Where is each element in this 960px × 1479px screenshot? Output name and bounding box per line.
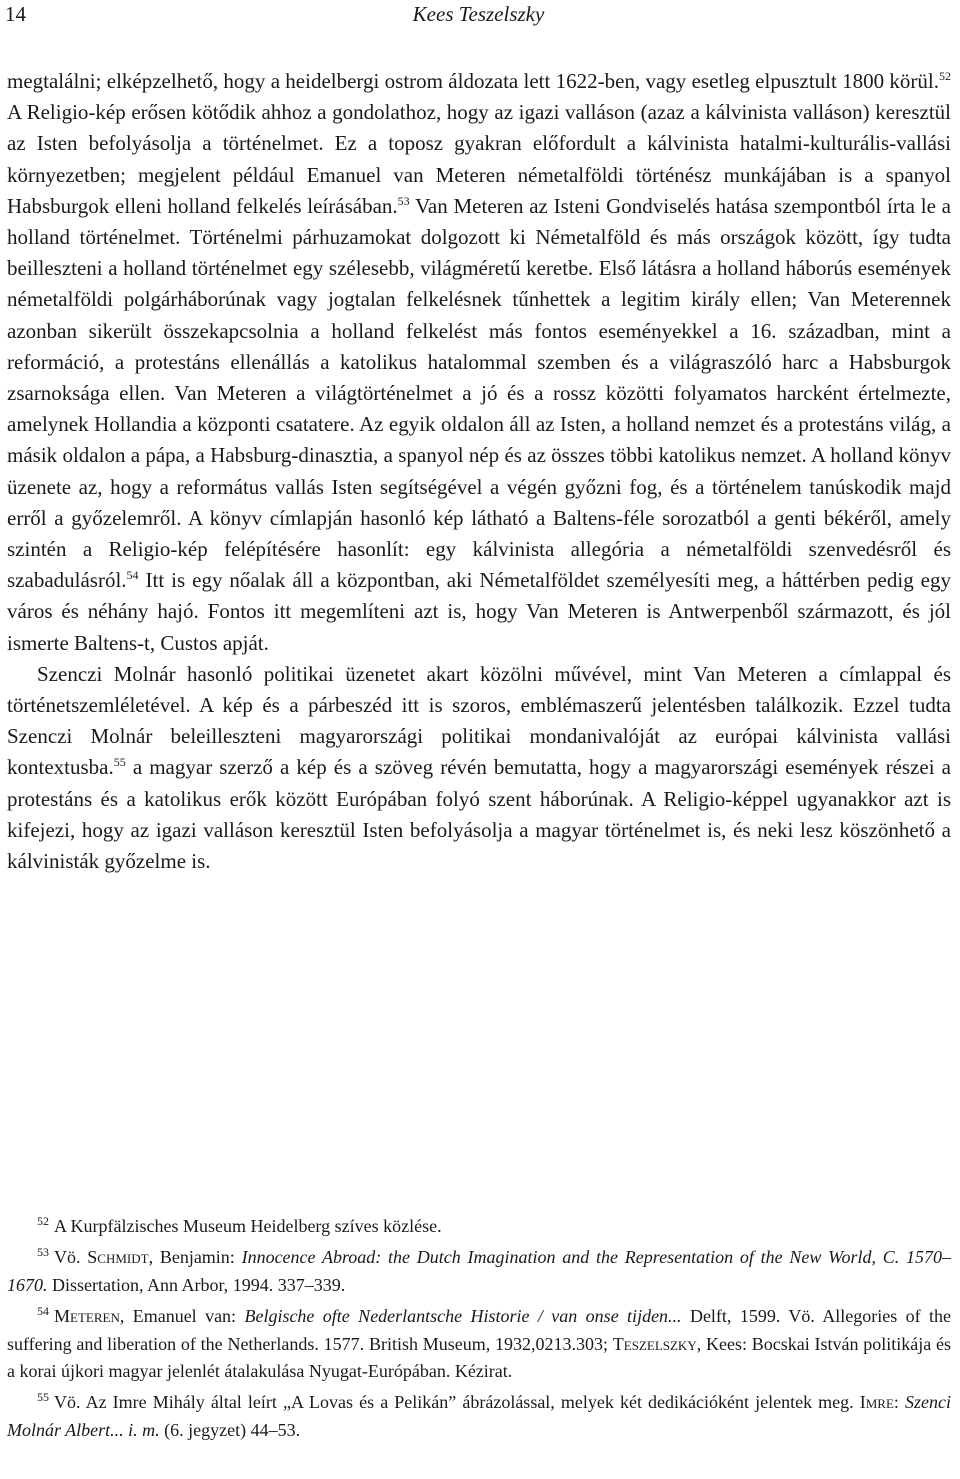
footnote-number: 53: [37, 1245, 49, 1260]
footnote-title: Szenci Molnár Albert... i. m.: [7, 1392, 951, 1440]
footnote-title: Innocence Abroad: the Dutch Imagination and the Representation of the New World, C. 1570–1670.: [7, 1247, 952, 1295]
page-number: 14: [5, 2, 26, 26]
footnote-text: , Benjamin:: [148, 1247, 242, 1268]
footnote-text: , Emanuel van:: [119, 1305, 245, 1326]
footnote-ref-55: 55: [113, 755, 126, 770]
footnote-ref-54: 54: [126, 568, 139, 583]
footnote-text: (6. jegyzet) 44–53.: [159, 1419, 301, 1440]
footnote-53: [7, 1244, 951, 1299]
footnote-author: Schmidt: [87, 1247, 149, 1268]
paragraph-2-part-a: Szenczi Molnár hasonló politikai üzenetet akart közölni művével, mint Van Meteren a címlappal és történetszemléletével. A kép és a párbeszéd itt is szoros, emblémaszerű jelentésben találkozik. Ezzel tudta Szenczi Molnár beleilleszteni magyarországi politikai mondanivalóját az európai kálvinista vallási kontextusba.: [7, 661, 951, 780]
paragraph-2: [7, 659, 951, 877]
footnote-prefix: Vö.: [54, 1247, 88, 1268]
footnotes: [7, 1213, 951, 1448]
footnote-author: Meteren: [54, 1305, 120, 1326]
footnote-text: Delft, 1599. Vö. Allegories of the suffering and liberation of the Netherlands. 1577. British Museum, 1932,0213.303;: [7, 1305, 951, 1354]
paragraph-2-part-b: a magyar szerző a kép és a szöveg révén bemutatta, hogy a magyarországi események részei a protestáns és a katolikus erők között Európában folyó szent háborúnak. A Religio-képpel ugyanakkor azt is kifejezi, hogy az igazi valláson keresztül Isten befolyásolja a magyar történelmet is, és neki lesz köszönhető a kálvinisták győzelme is.: [7, 755, 951, 874]
footnote-number: 54: [37, 1303, 49, 1318]
footnote-text: A Kurpfälzisches Museum Heidelberg szíves közlése.: [54, 1216, 442, 1236]
footnote-52: [7, 1213, 951, 1241]
paragraph-1-part-c: Van Meteren az Isteni Gondviselés hatása szempontból írta le a holland történelmet. Történelmi párhuzamokat dolgozott ki Németalföld és más országok között, így tudta beilleszteni a holland történelmet egy szélesebb, világméretű keretbe. Első látásra a holland háborús események németalföldi polgárháborúnak vagy jogtalan felkelésnek tűnhettek a legitim király ellen; Van Meterennek azonban sikerült összekapcsolnia a holland felkelést más fontos eseményekkel a 16. században, mint a reformáció, a protestáns ellenállás a katolikus hatalommal szemben és a világraszóló harc a Habsburgok zsarnoksága ellen. Van Meteren a világtörténelmet a jó és a rossz közötti folyamatos harcként értelmezte, amelynek Hollandia a központi csatatere. Az egyik oldalon áll az Isten, a holland nemzet és a protestáns világ, a másik oldalon a pápa, a Habsburg-dinasztia, a spanyol nép és az összes többi katolikus nemzet. A holland könyv üzenete az, hogy a református vallás Isten segítségével a végén győzni fog, és a történelem tanúskodik majd erről a győzelemről. A könyv címlapján hasonló kép látható a Baltens-féle sorozatból a genti békéről, amely szintén a Religio-kép felépítésére hasonlít: egy kálvinista allegória a németalföldi szenvedésről és szabadulásról.: [7, 193, 952, 593]
paragraph-1-part-a: megtalálni; elképzelhető, hogy a heidelbergi ostrom áldozata lett 1622-ben, vagy esetleg elpusztult 1800 körül.: [7, 69, 939, 93]
footnote-55: [7, 1389, 951, 1444]
footnote-ref-52: 52: [939, 69, 951, 83]
footnote-title: Belgische ofte Nederlantsche Historie / van onse tijden...: [244, 1305, 682, 1326]
footnote-author: Teszelszky: [612, 1333, 697, 1354]
footnote-ref-53: 53: [397, 193, 410, 208]
running-title: Kees Teszelszky: [412, 2, 545, 26]
footnote-text: , Kees: Bocskai István politikája és a korai újkori magyar jelenlét átalakulása Nyugat-Európában. Kézirat.: [7, 1333, 951, 1382]
footnote-text: Dissertation, Ann Arbor, 1994. 337–339.: [47, 1274, 346, 1295]
footnote-number: 55: [37, 1390, 49, 1405]
footnote-author: Imre: [859, 1392, 894, 1413]
footnote-number: 52: [37, 1214, 49, 1228]
paragraph-1-part-d: Itt is egy nőalak áll a központban, aki Németalföldet személyesíti meg, a háttérben pedig egy város és néhány hajó. Fontos itt megemlíteni azt is, hogy Van Meteren is Antwerpenből származott, és jól ismerte Baltens-t, Custos apját.: [7, 568, 951, 655]
main-text: [7, 66, 951, 877]
paragraph-1-part-b: A Religio-kép erősen kötődik ahhoz a gondolathoz, hogy az igazi valláson (azaz a kálvinista valláson) keresztül az Isten befolyásolja a történelmet. Ez a toposz gyakran előfordult a kálvinista hatalmi-kulturális-vallási környezetben; megjelent például Emanuel van Meteren németalföldi történész munkájában is a spanyol Habsburgok elleni holland felkelés leírásában.: [7, 100, 951, 218]
footnote-54: [7, 1303, 951, 1386]
page-header: [5, 0, 952, 28]
paragraph-1: [7, 66, 951, 659]
footnote-prefix: Vö. Az Imre Mihály által leírt „A Lovas és a Pelikán” ábrázolással, melyek két dedikációként jelentek meg.: [54, 1392, 860, 1413]
footnote-text: :: [893, 1392, 905, 1413]
